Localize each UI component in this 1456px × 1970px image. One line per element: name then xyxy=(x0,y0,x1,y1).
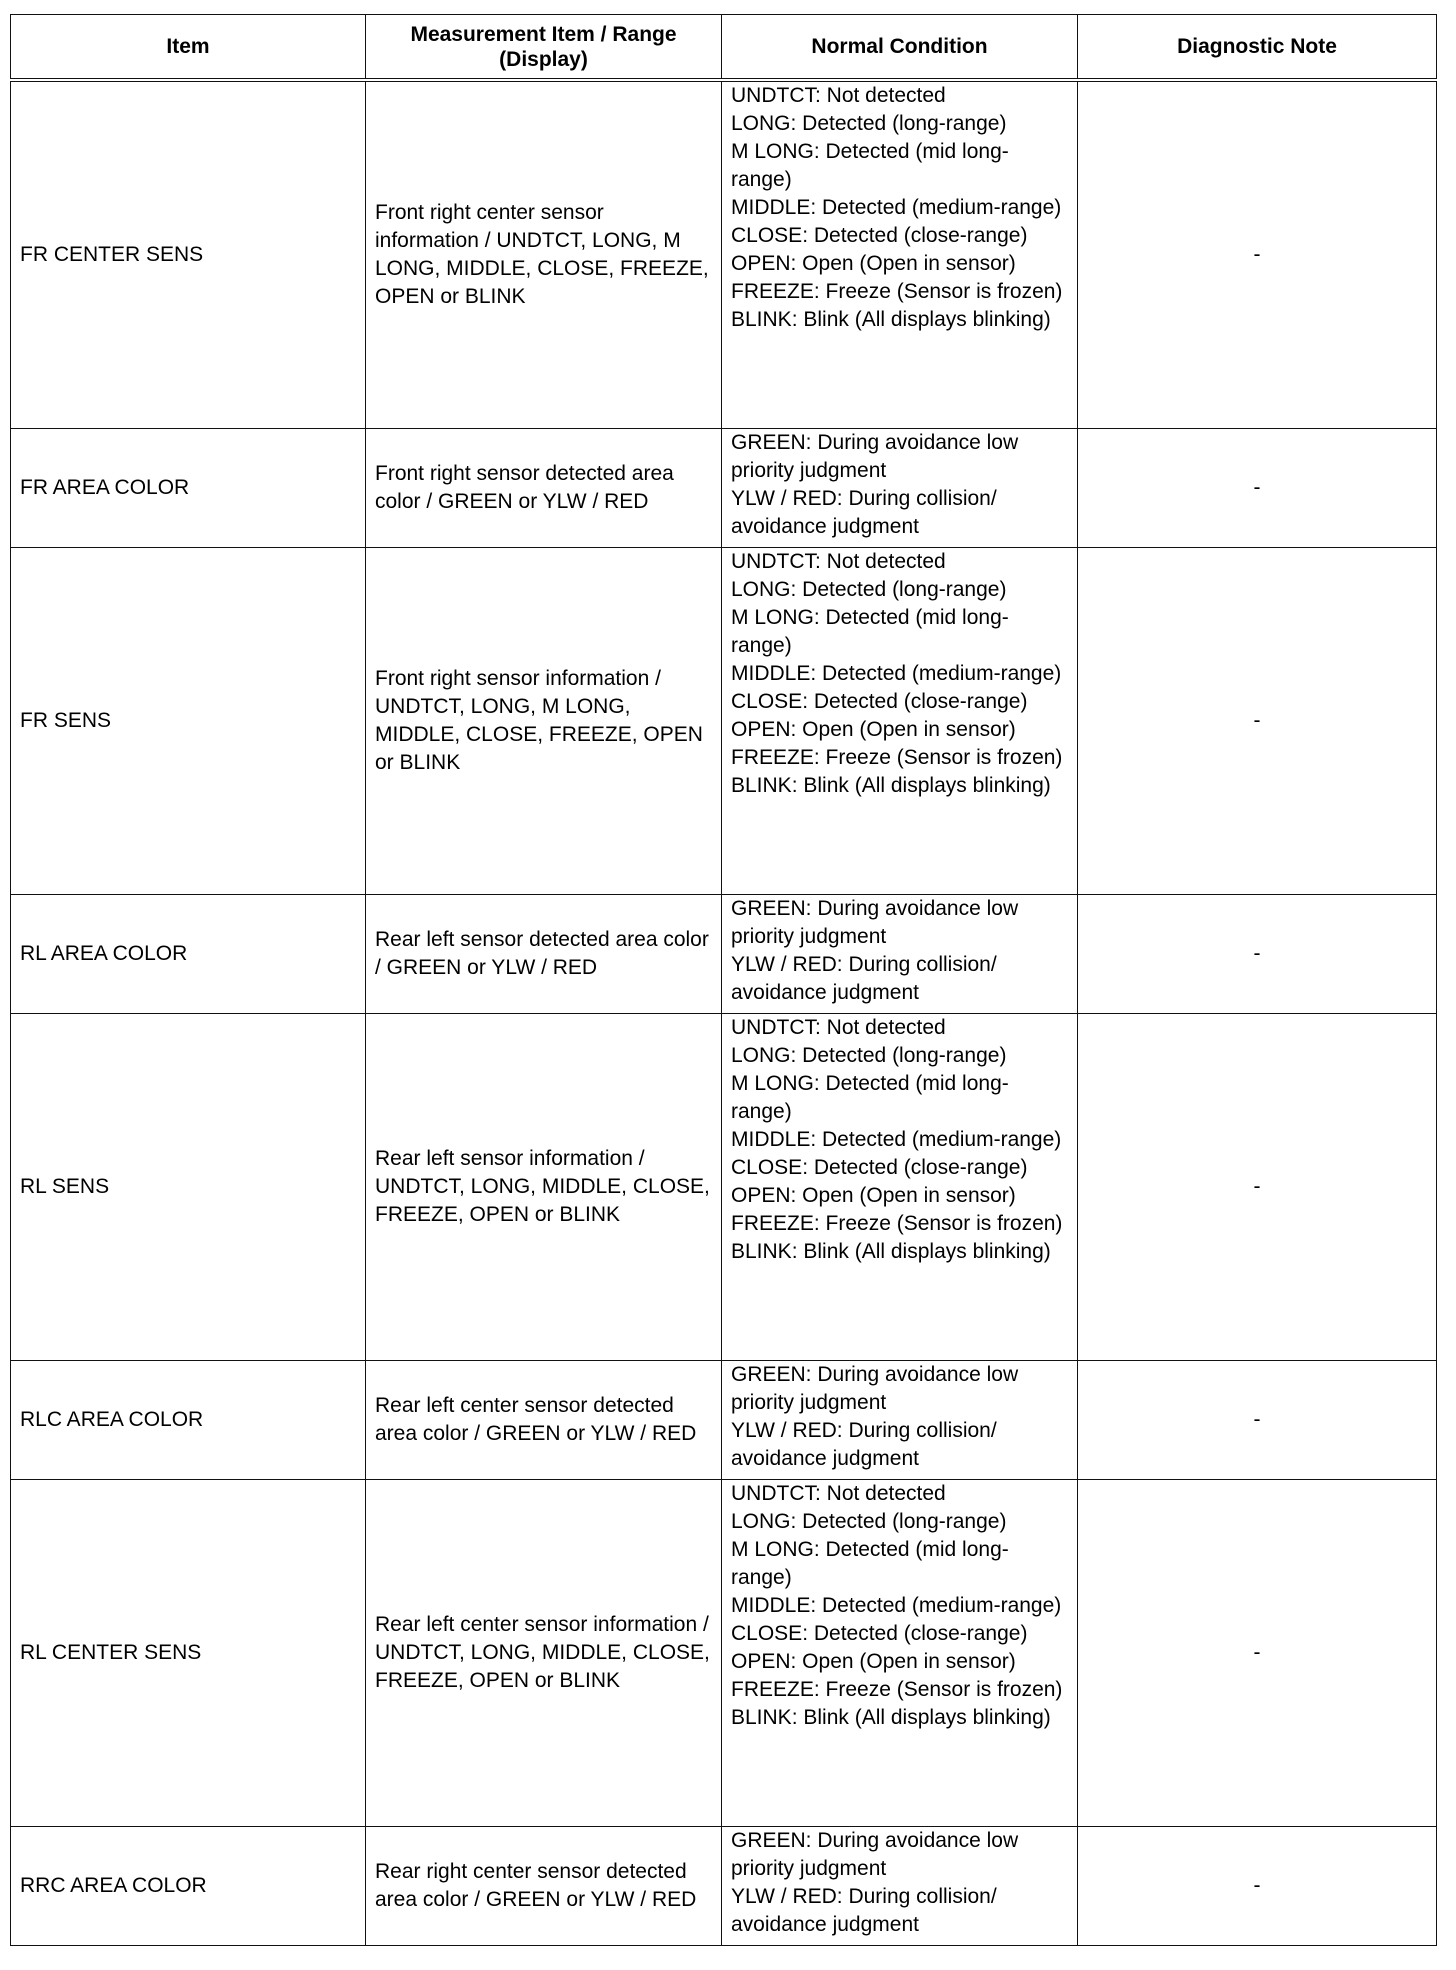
item-cell: FR SENS xyxy=(11,548,366,895)
condition-line: CLOSE: Detected (close-range) xyxy=(731,224,1028,247)
header-measurement: Measurement Item / Range (Display) xyxy=(366,15,722,81)
item-cell: FR AREA COLOR xyxy=(11,429,366,548)
header-item: Item xyxy=(11,15,366,81)
condition-line: BLINK: Blink (All displays blinking) xyxy=(731,1240,1051,1263)
table-row xyxy=(11,1480,1437,1827)
table-row xyxy=(11,895,1437,1014)
condition-line: FREEZE: Freeze (Sensor is frozen) xyxy=(731,1212,1063,1235)
diagnostic-note-cell: - xyxy=(1078,895,1437,1014)
item-cell: RL SENS xyxy=(11,1014,366,1361)
condition-line: YLW / RED: During collision/ avoidance judgment xyxy=(731,1419,997,1470)
table-row xyxy=(11,429,1437,548)
item-cell: RRC AREA COLOR xyxy=(11,1827,366,1946)
condition-line: FREEZE: Freeze (Sensor is frozen) xyxy=(731,1678,1063,1701)
condition-line: MIDDLE: Detected (medium-range) xyxy=(731,1594,1062,1617)
item-cell: FR CENTER SENS xyxy=(11,80,366,429)
condition-line: OPEN: Open (Open in sensor) xyxy=(731,252,1016,275)
item-cell: RL AREA COLOR xyxy=(11,895,366,1014)
diagnostic-note-cell: - xyxy=(1078,1480,1437,1827)
condition-line: MIDDLE: Detected (medium-range) xyxy=(731,1128,1062,1151)
measurement-cell: Front right sensor detected area color / GREEN or YLW / RED xyxy=(366,429,722,548)
normal-condition-cell xyxy=(722,1827,1078,1946)
condition-line: MIDDLE: Detected (medium-range) xyxy=(731,662,1062,685)
table-row xyxy=(11,1361,1437,1480)
condition-line: OPEN: Open (Open in sensor) xyxy=(731,718,1016,741)
diagnostic-note-cell: - xyxy=(1078,1014,1437,1361)
condition-line: M LONG: Detected (mid long-range) xyxy=(731,1538,1009,1589)
normal-condition-cell xyxy=(722,1014,1078,1361)
condition-line: BLINK: Blink (All displays blinking) xyxy=(731,774,1051,797)
condition-line: UNDTCT: Not detected xyxy=(731,550,946,573)
table-row xyxy=(11,1014,1437,1361)
measurement-cell: Rear left center sensor detected area color / GREEN or YLW / RED xyxy=(366,1361,722,1480)
condition-line: BLINK: Blink (All displays blinking) xyxy=(731,308,1051,331)
table-body xyxy=(11,80,1437,1946)
condition-line: UNDTCT: Not detected xyxy=(731,1016,946,1039)
condition-line: LONG: Detected (long-range) xyxy=(731,1510,1007,1533)
condition-line: YLW / RED: During collision/ avoidance judgment xyxy=(731,487,997,538)
condition-line: MIDDLE: Detected (medium-range) xyxy=(731,196,1062,219)
header-normal-condition: Normal Condition xyxy=(722,15,1078,81)
diagnostic-note-cell: - xyxy=(1078,80,1437,429)
normal-condition-cell xyxy=(722,1480,1078,1827)
measurement-cell: Rear left sensor detected area color / GREEN or YLW / RED xyxy=(366,895,722,1014)
measurement-cell: Front right sensor information / UNDTCT, LONG, M LONG, MIDDLE, CLOSE, FREEZE, OPEN or BLINK xyxy=(366,548,722,895)
table-row xyxy=(11,80,1437,429)
condition-line: CLOSE: Detected (close-range) xyxy=(731,690,1028,713)
condition-line: UNDTCT: Not detected xyxy=(731,84,946,107)
table-header xyxy=(11,15,1437,81)
normal-condition-cell xyxy=(722,895,1078,1014)
condition-line: LONG: Detected (long-range) xyxy=(731,1044,1007,1067)
condition-line: YLW / RED: During collision/ avoidance judgment xyxy=(731,1885,997,1936)
condition-line: OPEN: Open (Open in sensor) xyxy=(731,1650,1016,1673)
diagnostic-note-cell: - xyxy=(1078,1827,1437,1946)
condition-line: LONG: Detected (long-range) xyxy=(731,578,1007,601)
table-row xyxy=(11,1827,1437,1946)
condition-line: GREEN: During avoidance low priority judgment xyxy=(731,897,1019,948)
condition-line: FREEZE: Freeze (Sensor is frozen) xyxy=(731,280,1063,303)
header-diagnostic-note: Diagnostic Note xyxy=(1078,15,1437,81)
diagnostic-note-cell: - xyxy=(1078,548,1437,895)
condition-line: CLOSE: Detected (close-range) xyxy=(731,1156,1028,1179)
measurement-cell: Rear left center sensor information / UNDTCT, LONG, MIDDLE, CLOSE, FREEZE, OPEN or BLINK xyxy=(366,1480,722,1827)
normal-condition-cell xyxy=(722,429,1078,548)
measurement-cell: Rear left sensor information / UNDTCT, LONG, MIDDLE, CLOSE, FREEZE, OPEN or BLINK xyxy=(366,1014,722,1361)
measurement-cell: Rear right center sensor detected area color / GREEN or YLW / RED xyxy=(366,1827,722,1946)
diagnostic-note-cell: - xyxy=(1078,1361,1437,1480)
condition-line: OPEN: Open (Open in sensor) xyxy=(731,1184,1016,1207)
condition-line: M LONG: Detected (mid long-range) xyxy=(731,606,1009,657)
data-list-table xyxy=(10,14,1437,1946)
table-row xyxy=(11,548,1437,895)
condition-line: M LONG: Detected (mid long-range) xyxy=(731,1072,1009,1123)
condition-line: YLW / RED: During collision/ avoidance judgment xyxy=(731,953,997,1004)
condition-line: BLINK: Blink (All displays blinking) xyxy=(731,1706,1051,1729)
condition-line: GREEN: During avoidance low priority judgment xyxy=(731,431,1019,482)
condition-line: GREEN: During avoidance low priority judgment xyxy=(731,1363,1019,1414)
normal-condition-cell xyxy=(722,1361,1078,1480)
condition-line: LONG: Detected (long-range) xyxy=(731,112,1007,135)
condition-line: GREEN: During avoidance low priority judgment xyxy=(731,1829,1019,1880)
item-cell: RL CENTER SENS xyxy=(11,1480,366,1827)
condition-line: CLOSE: Detected (close-range) xyxy=(731,1622,1028,1645)
item-cell: RLC AREA COLOR xyxy=(11,1361,366,1480)
condition-line: M LONG: Detected (mid long-range) xyxy=(731,140,1009,191)
condition-line: FREEZE: Freeze (Sensor is frozen) xyxy=(731,746,1063,769)
condition-line: UNDTCT: Not detected xyxy=(731,1482,946,1505)
normal-condition-cell xyxy=(722,80,1078,429)
measurement-cell: Front right center sensor information / UNDTCT, LONG, M LONG, MIDDLE, CLOSE, FREEZE, OPEN or BLINK xyxy=(366,80,722,429)
normal-condition-cell xyxy=(722,548,1078,895)
header-row xyxy=(11,15,1437,81)
diagnostic-note-cell: - xyxy=(1078,429,1437,548)
